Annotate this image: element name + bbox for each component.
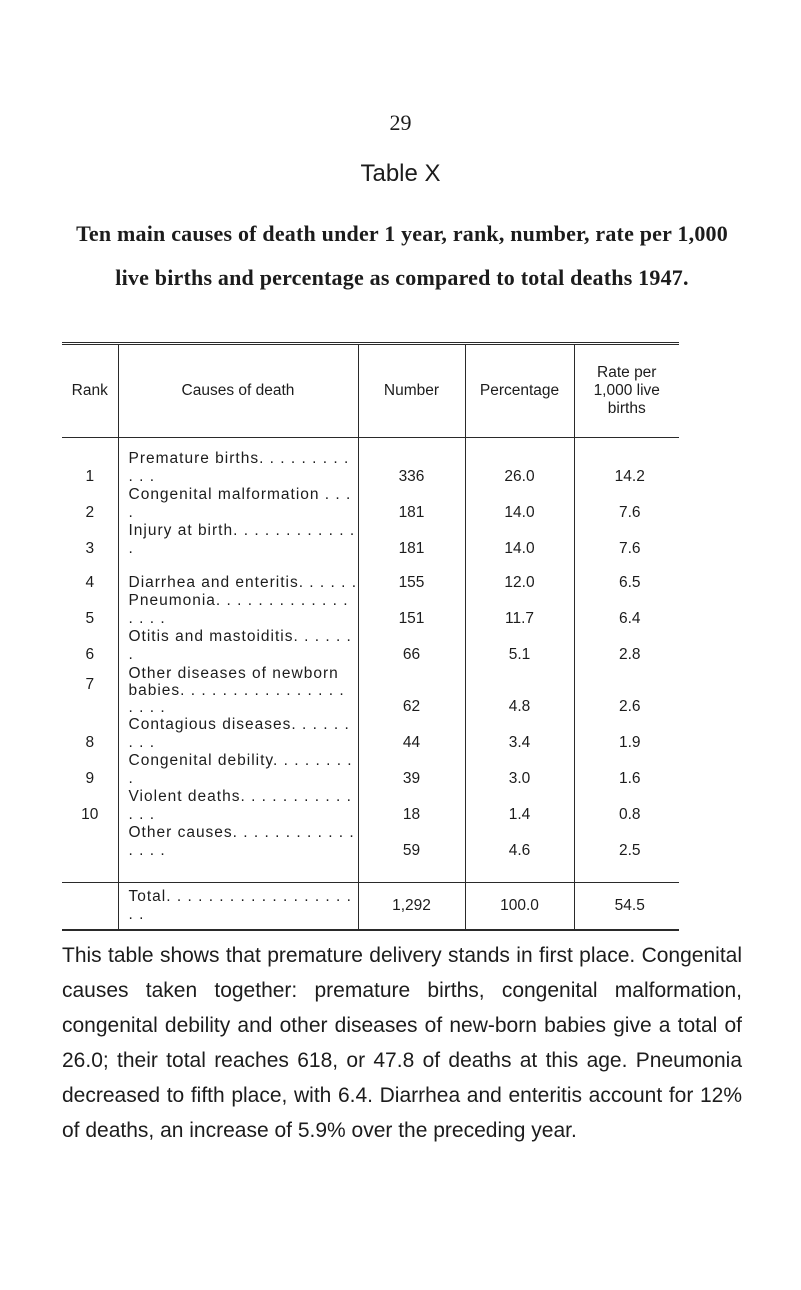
cell-cause: Diarrhea and enteritis. . . . . . xyxy=(118,558,358,592)
table-row xyxy=(62,788,679,824)
cell-rate: 1.9 xyxy=(574,716,679,752)
table-row xyxy=(62,752,679,788)
cell-rank: 4 xyxy=(85,574,95,591)
cell-percentage: 11.7 xyxy=(465,592,574,628)
cell-percentage: 4.6 xyxy=(465,824,574,883)
table-caption: Ten main causes of death under 1 year, rank, number, rate per 1,000 live births and percentage as compared to total deaths 1947. xyxy=(76,221,728,290)
cell-rank: 2 xyxy=(85,504,95,521)
total-rate: 54.5 xyxy=(574,883,679,931)
header-rank: Rank xyxy=(62,344,118,438)
cell-rank xyxy=(62,824,118,883)
cell-number: 39 xyxy=(358,752,465,788)
cell-cause: Congenital debility. . . . . . . . . xyxy=(118,752,358,788)
cell-percentage: 3.0 xyxy=(465,752,574,788)
page-number: 29 xyxy=(389,110,412,135)
table-row xyxy=(62,558,679,592)
table-row xyxy=(62,664,679,716)
cell-cause: Premature births. . . . . . . . . . . . xyxy=(118,438,358,487)
cell-percentage: 5.1 xyxy=(465,628,574,664)
header-cause: Causes of death xyxy=(118,344,358,438)
cell-cause: Other causes. . . . . . . . . . . . . . . . xyxy=(118,824,358,883)
total-percentage: 100.0 xyxy=(465,883,574,931)
cell-number: 62 xyxy=(358,664,465,716)
cell-number: 66 xyxy=(358,628,465,664)
cell-rate: 1.6 xyxy=(574,752,679,788)
cell-cause: Congenital malformation . . . . xyxy=(118,486,358,522)
cell-cause: Violent deaths. . . . . . . . . . . . . . xyxy=(118,788,358,824)
total-number: 1,292 xyxy=(358,883,465,931)
cell-rank: 5 xyxy=(85,610,95,627)
cell-rate: 6.4 xyxy=(574,592,679,628)
total-label: Total. . . . . . . . . . . . . . . . . . . . xyxy=(118,883,358,931)
cell-rate: 7.6 xyxy=(574,522,679,558)
table-row xyxy=(62,592,679,628)
body-paragraph: This table shows that premature delivery stands in first place. Congenital causes taken together: premature births, congenital malformation, congenital debility and other diseases of new-born babies give a total of 26.0; their total reaches 618, or 47.8 of deaths at this age. Pneumonia decreased to fifth place, with 6.4. Diarrhea and enteritis account for 12% of deaths, an increase of 5.9% over the preceding year. xyxy=(62,944,742,1142)
cell-cause: Otitis and mastoiditis. . . . . . . xyxy=(118,628,358,664)
cell-percentage: 4.8 xyxy=(465,664,574,716)
cell-rate: 2.5 xyxy=(574,824,679,883)
cell-number: 151 xyxy=(358,592,465,628)
cell-percentage: 14.0 xyxy=(465,486,574,522)
cell-percentage: 26.0 xyxy=(465,438,574,487)
table-row xyxy=(62,438,679,487)
table-row xyxy=(62,486,679,522)
cell-rank: 1 xyxy=(85,468,95,485)
cell-rate: 2.6 xyxy=(574,664,679,716)
cell-rank: 8 xyxy=(85,734,95,751)
cell-rate: 7.6 xyxy=(574,486,679,522)
cell-number: 181 xyxy=(358,486,465,522)
cell-number: 18 xyxy=(358,788,465,824)
cell-percentage: 12.0 xyxy=(465,558,574,592)
table-header-row xyxy=(62,344,679,438)
cell-rank-empty xyxy=(62,883,118,931)
cell-cause: Other diseases of newborn babies. . . . . . . . . . . . . . . . . . . . xyxy=(118,664,358,716)
cell-rate: 2.8 xyxy=(574,628,679,664)
table-row xyxy=(62,716,679,752)
header-number: Number xyxy=(358,344,465,438)
cell-rate: 14.2 xyxy=(574,438,679,487)
cell-rate: 6.5 xyxy=(574,558,679,592)
cell-number: 336 xyxy=(358,438,465,487)
header-rate: Rate per 1,000 live births xyxy=(574,344,679,438)
cell-cause: Pneumonia. . . . . . . . . . . . . . . . . xyxy=(118,592,358,628)
table-row xyxy=(62,824,679,883)
cell-cause: Injury at birth. . . . . . . . . . . . . xyxy=(118,522,358,558)
cell-rate: 0.8 xyxy=(574,788,679,824)
cell-percentage: 1.4 xyxy=(465,788,574,824)
cell-rank: 6 xyxy=(85,646,95,663)
cell-rank: 7 xyxy=(85,676,95,693)
cell-percentage: 14.0 xyxy=(465,522,574,558)
cell-cause: Contagious diseases. . . . . . . . . xyxy=(118,716,358,752)
cell-rank: 10 xyxy=(81,806,99,823)
cell-number: 155 xyxy=(358,558,465,592)
cell-rank: 9 xyxy=(85,770,95,787)
cell-number: 44 xyxy=(358,716,465,752)
table-row xyxy=(62,628,679,664)
cell-rank: 3 xyxy=(85,540,95,557)
cell-number: 181 xyxy=(358,522,465,558)
header-percentage: Percentage xyxy=(465,344,574,438)
table-row xyxy=(62,522,679,558)
cell-percentage: 3.4 xyxy=(465,716,574,752)
table-label: Table X xyxy=(360,160,441,187)
causes-of-death-table xyxy=(62,342,679,931)
cell-number: 59 xyxy=(358,824,465,883)
table-total-row xyxy=(62,883,679,931)
